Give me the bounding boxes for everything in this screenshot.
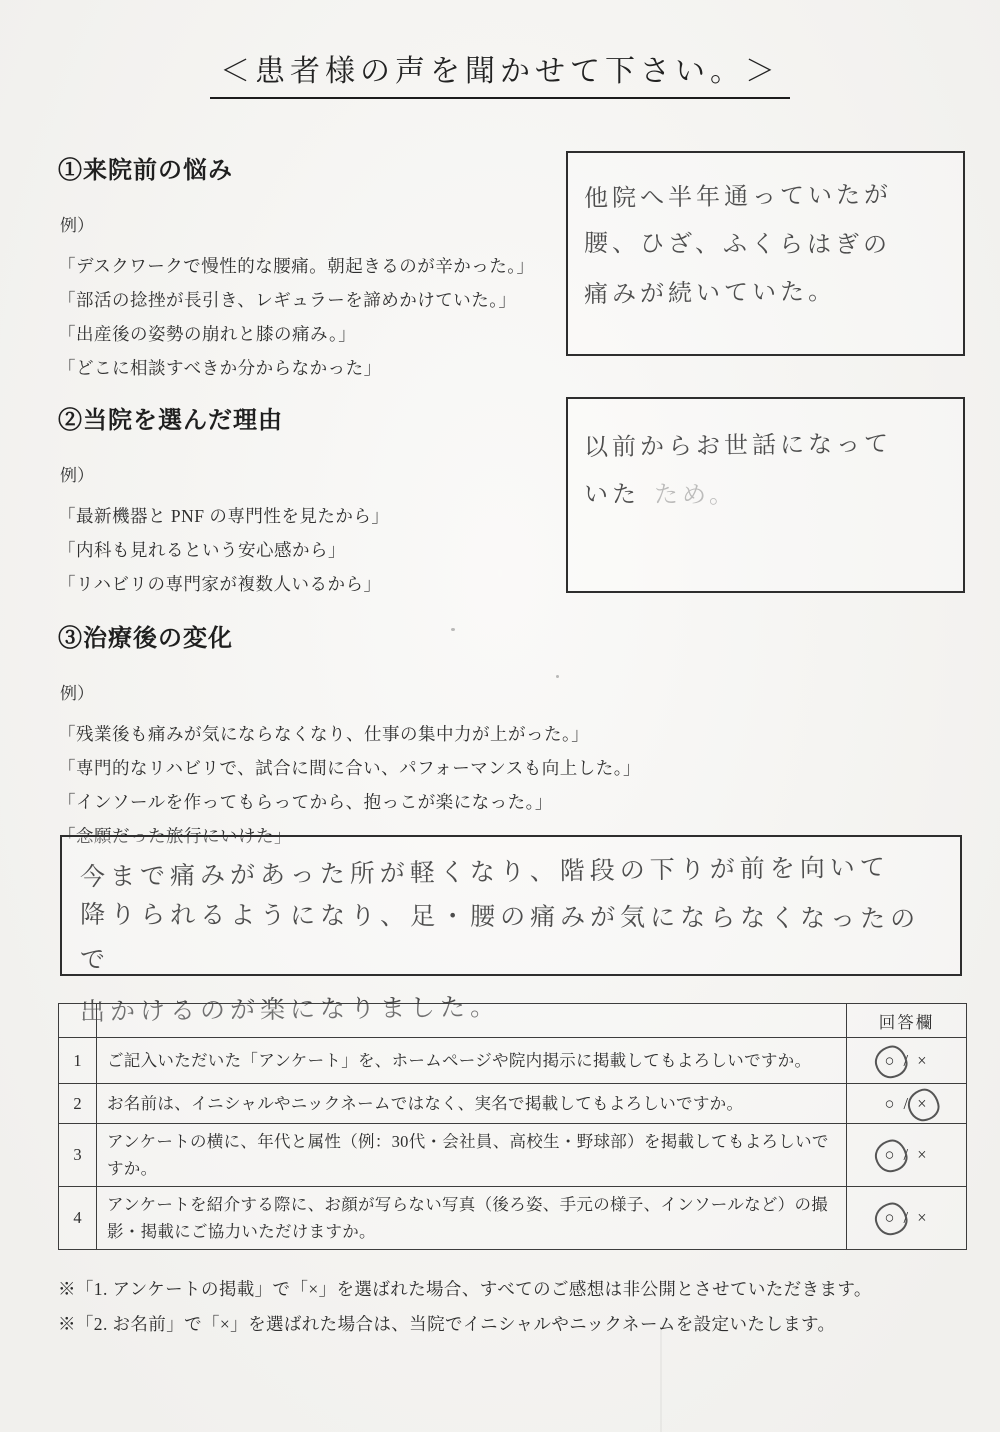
row-number: 1 bbox=[59, 1038, 97, 1084]
example-line: 「デスクワークで慢性的な腰痛。朝起きるのが辛かった。」 bbox=[58, 256, 535, 276]
scan-speck bbox=[556, 675, 559, 678]
section-3-example-label: 例） bbox=[60, 684, 94, 703]
handwritten-line: 他院へ半年通っていたが bbox=[583, 182, 893, 213]
example-line: 「リハビリの専門家が複数人いるから」 bbox=[58, 574, 382, 594]
choice-cross: × bbox=[917, 1093, 929, 1113]
handwritten-text: いた bbox=[583, 482, 641, 509]
footnote-line: ※「2. お名前」で「×」を選ばれた場合は、当院でイニシャルやニックネームを設定いたします。 bbox=[58, 1314, 836, 1334]
choice-circle: ○ bbox=[884, 1208, 897, 1227]
answer-cell-4 bbox=[847, 1187, 967, 1250]
handwritten-answer-box-2 bbox=[566, 397, 965, 593]
row-number: 2 bbox=[59, 1084, 97, 1124]
answer-column-header: 回答欄 bbox=[847, 1004, 967, 1038]
table-row bbox=[59, 1124, 967, 1187]
choice-circle: ○ bbox=[884, 1050, 897, 1070]
handwritten-line: 以前からお世話になって bbox=[583, 431, 893, 462]
handwritten-line: 今まで痛みがあった所が軽くなり、階段の下りが前を向いて bbox=[79, 854, 890, 892]
example-line: 「残業後も痛みが気にならなくなり、仕事の集中力が上がった。」 bbox=[58, 724, 590, 744]
handwritten-answer-box-1 bbox=[566, 151, 965, 356]
choice-cross: × bbox=[917, 1050, 929, 1070]
section-reason-for-choosing bbox=[58, 400, 578, 601]
scan-fold-line bbox=[660, 1328, 662, 1432]
example-line: 「専門的なリハビリで、試合に間に合い、パフォーマンスも向上した。」 bbox=[58, 758, 641, 778]
answer-cell-2 bbox=[847, 1084, 967, 1124]
table-row bbox=[59, 1038, 967, 1084]
section-1-example-label: 例） bbox=[60, 216, 94, 235]
footnote-line: ※「1. アンケートの掲載」で「×」を選ばれた場合、すべてのご感想は非公開とさせていただきます。 bbox=[58, 1279, 872, 1299]
section-post-treatment-change bbox=[58, 618, 718, 853]
answer-cell-1 bbox=[847, 1038, 967, 1084]
question-text: お名前は、イニシャルやニックネームではなく、実名で掲載してもよろしいですか。 bbox=[97, 1084, 847, 1124]
choice-circle: ○ bbox=[884, 1145, 897, 1164]
choice-separator: / bbox=[903, 1145, 911, 1164]
example-line: 「内科も見れるという安心感から」 bbox=[58, 540, 346, 560]
example-line: 「どこに相談すべきか分からなかった」 bbox=[58, 358, 382, 378]
section-3-heading: ③治療後の変化 bbox=[58, 626, 233, 652]
example-line: 「部活の捻挫が長引き、レギュラーを諦めかけていた。」 bbox=[58, 290, 517, 310]
table-row bbox=[59, 1187, 967, 1250]
header-num-cell bbox=[59, 1004, 97, 1038]
choice-cross: × bbox=[917, 1208, 929, 1227]
header-question-cell bbox=[97, 1004, 847, 1038]
section-1-heading: ①来院前の悩み bbox=[58, 158, 233, 184]
choice-separator: / bbox=[903, 1208, 911, 1227]
table-header-row bbox=[59, 1004, 967, 1038]
question-text: アンケートを紹介する際に、お顔が写らない写真（後ろ姿、手元の様子、インソールなど）の撮影・掲載にご協力いただけますか。 bbox=[97, 1187, 847, 1250]
example-line: 「出産後の姿勢の崩れと膝の痛み。」 bbox=[58, 324, 357, 344]
title-row bbox=[0, 46, 1000, 99]
consent-table bbox=[58, 1003, 967, 1250]
section-pre-visit-concerns bbox=[58, 150, 578, 385]
row-number: 4 bbox=[59, 1187, 97, 1250]
choice-circle: ○ bbox=[884, 1093, 897, 1113]
choice-separator: / bbox=[903, 1050, 911, 1070]
handwritten-line: 腰、ひざ、ふくらはぎの bbox=[583, 231, 892, 259]
example-line: 「最新機器と PNF の専門性を見たから」 bbox=[58, 506, 390, 526]
page-title: ＜患者様の声を聞かせて下さい。＞ bbox=[210, 46, 790, 99]
section-2-example-label: 例） bbox=[60, 466, 94, 485]
row-number: 3 bbox=[59, 1124, 97, 1187]
footnotes bbox=[58, 1272, 958, 1342]
answer-cell-3 bbox=[847, 1124, 967, 1187]
question-text: ご記入いただいた「アンケート」を、ホームページや院内掲示に掲載してもよろしいですか。 bbox=[97, 1038, 847, 1084]
handwritten-line: 降りられるようになり、足・腰の痛みが気にならなくなったので bbox=[79, 901, 921, 974]
example-line: 「念願だった旅行にいけた」 bbox=[58, 826, 292, 846]
section-2-heading: ②当院を選んだ理由 bbox=[58, 408, 283, 434]
handwritten-line bbox=[584, 470, 947, 522]
handwritten-line: 出かけるのが楽になりました。 bbox=[79, 994, 501, 1027]
table-row bbox=[59, 1084, 967, 1124]
handwritten-line: 痛みが続いていた。 bbox=[583, 279, 837, 309]
scan-speck bbox=[451, 628, 455, 631]
handwritten-erased-text: ため。 bbox=[653, 482, 738, 509]
question-text: アンケートの横に、年代と属性（例：30代・会社員、高校生・野球部）を掲載してもよろしいですか。 bbox=[97, 1124, 847, 1187]
example-line: 「インソールを作ってもらってから、抱っこが楽になった。」 bbox=[58, 792, 553, 812]
choice-cross: × bbox=[917, 1145, 929, 1164]
choice-separator: / bbox=[903, 1093, 911, 1113]
